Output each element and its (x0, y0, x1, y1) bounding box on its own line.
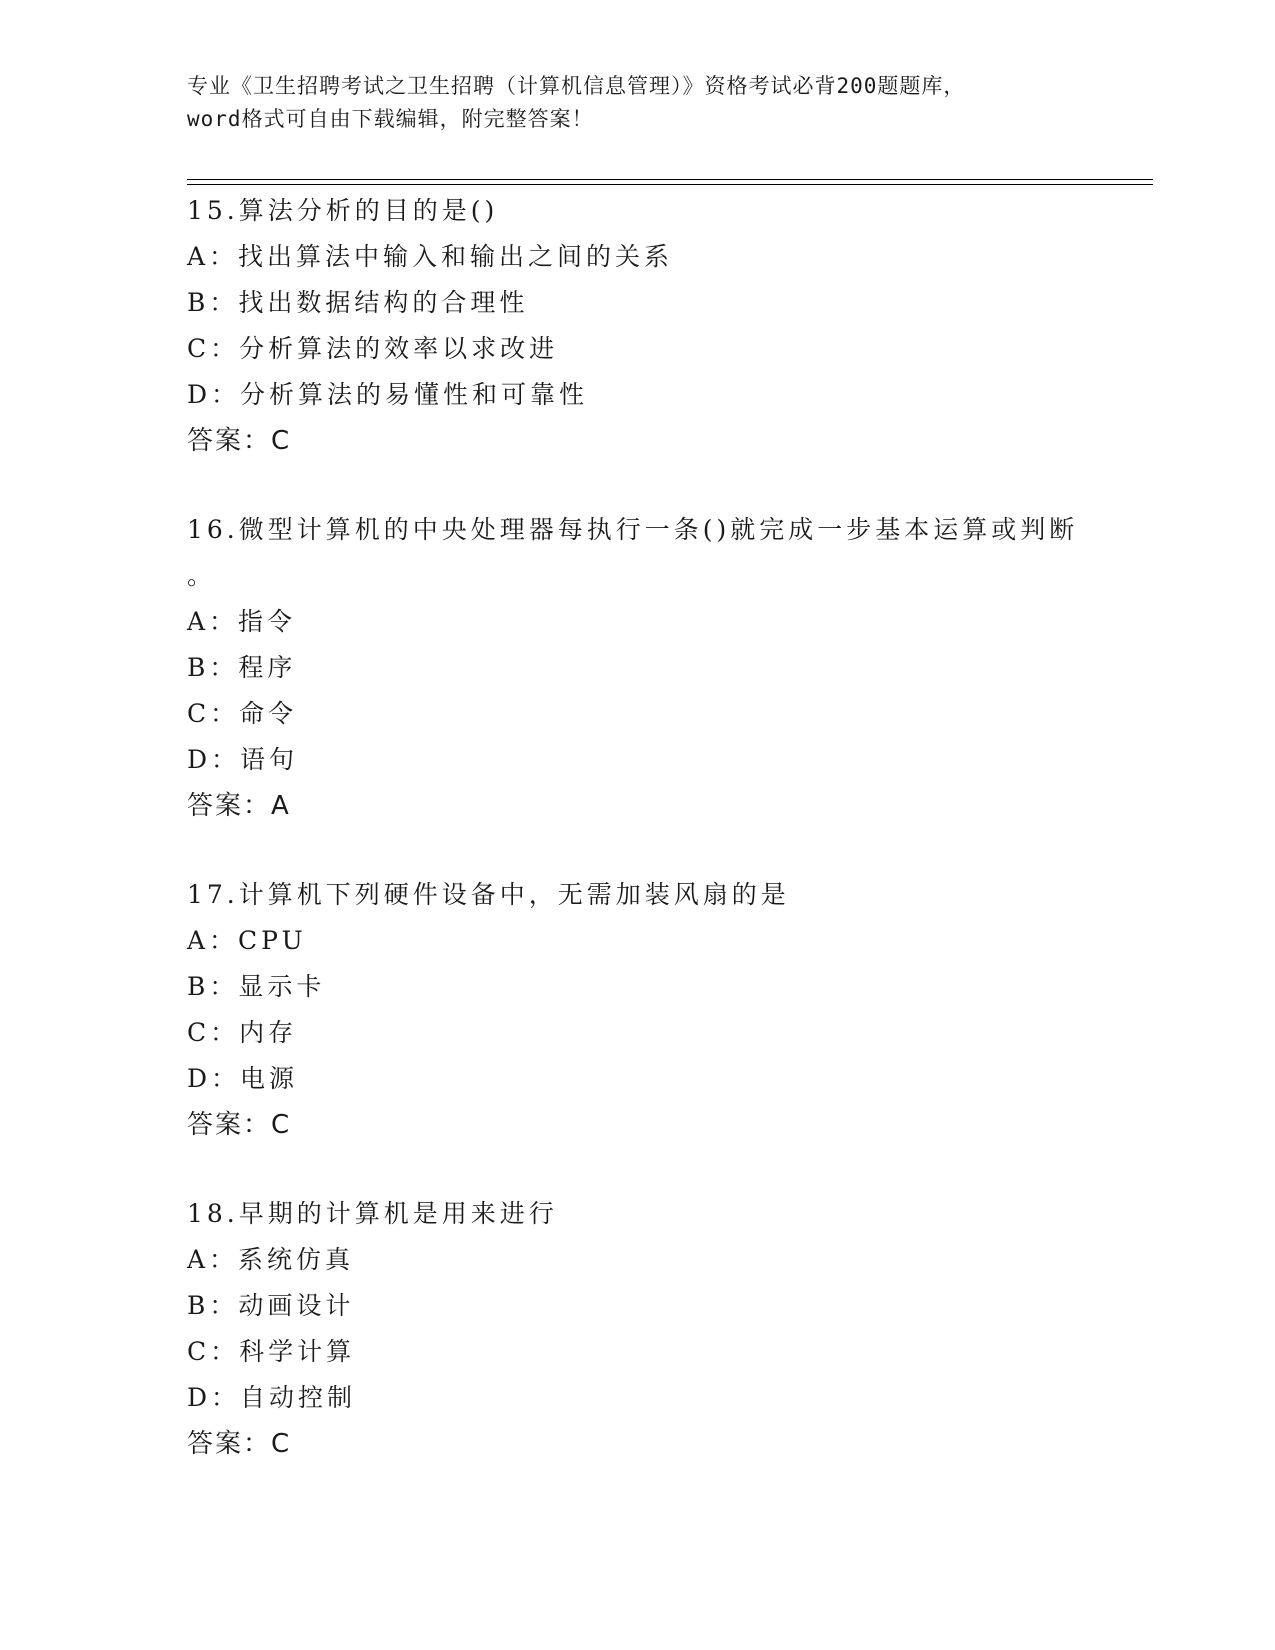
question-stem: 17.计算机下列硬件设备中，无需加装风扇的是 (187, 880, 790, 909)
option-d: D：分析算法的易懂性和可靠性 (187, 380, 589, 409)
question-18 (187, 1191, 1087, 1467)
option-b: B：显示卡 (187, 972, 326, 1001)
question-17 (187, 872, 1087, 1148)
question-15 (187, 188, 1087, 464)
option-c: C：科学计算 (187, 1337, 356, 1366)
answer: 答案：C (187, 426, 292, 456)
option-b: B：程序 (187, 653, 297, 682)
question-stem-text: 16.微型计算机的中央处理器每执行一条()就完成一步基本运算或判断 (187, 515, 1079, 544)
option-d: D：语句 (187, 745, 299, 774)
question-stem-continuation: 。 (187, 561, 217, 590)
question-stem: 15.算法分析的目的是() (187, 196, 499, 225)
option-b: B：找出数据结构的合理性 (187, 288, 529, 317)
option-a: A：系统仿真 (187, 1245, 355, 1274)
question-stem: 18.早期的计算机是用来进行 (187, 1199, 558, 1228)
header-divider-bottom (187, 184, 1153, 185)
answer: 答案：A (187, 791, 291, 821)
option-d: D：自动控制 (187, 1383, 357, 1412)
option-c: C：内存 (187, 1018, 298, 1047)
question-stem (187, 507, 1087, 599)
header-line-1: 专业《卫生招聘考试之卫生招聘（计算机信息管理）》资格考试必背200题题库， (187, 74, 966, 98)
question-16 (187, 507, 1087, 829)
option-d: D：电源 (187, 1064, 299, 1093)
option-a: A：CPU (187, 926, 307, 955)
option-a: A：指令 (187, 607, 297, 636)
option-c: C：命令 (187, 699, 298, 728)
document-header (187, 70, 1087, 136)
question-list (187, 188, 1087, 1510)
answer: 答案：C (187, 1110, 292, 1140)
header-divider-top (187, 179, 1153, 180)
option-c: C：分析算法的效率以求改进 (187, 334, 559, 363)
option-b: B：动画设计 (187, 1291, 355, 1320)
option-a: A：找出算法中输入和输出之间的关系 (187, 242, 674, 271)
answer: 答案：C (187, 1429, 292, 1459)
header-line-2: word格式可自由下载编辑，附完整答案！ (187, 107, 594, 131)
